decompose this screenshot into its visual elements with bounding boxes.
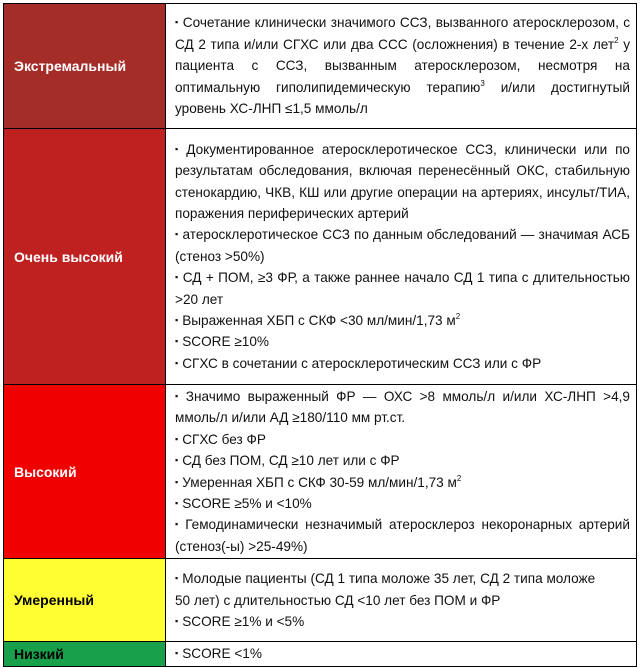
criterion-text: Умеренная ХБП с СКФ 30-59 мл/мин/1,73 м: [182, 474, 457, 490]
risk-row: [4, 642, 637, 666]
criterion-text: СД без ПОМ, СД ≥10 лет или с ФР: [182, 453, 400, 469]
bullet-icon: ▪: [175, 143, 183, 154]
superscript: 3: [480, 78, 485, 88]
criterion-text: SCORE ≥5% и <10%: [182, 496, 312, 512]
criterion-text: Значимо выраженный ФР — ОХС >8 ммоль/л и/или ХС-ЛНП >4,9 ммоль/л и/или АД ≥180/110 мм рт.ст.: [175, 389, 630, 426]
risk-level-label: Очень высокий: [4, 129, 166, 385]
criterion-item: [175, 139, 630, 225]
risk-row: [4, 4, 637, 129]
criterion-text: Сочетание клинически значимого ССЗ, вызванного атеросклерозом, с СД 2 типа и/или СГХС или два ССС (осложнения) в течение 2-х лет: [175, 15, 630, 52]
bullet-icon: ▪: [175, 336, 179, 347]
bullet-icon: ▪: [175, 498, 179, 509]
criterion-item: [175, 472, 630, 493]
criterion-item: [175, 386, 630, 429]
bullet-icon: ▪: [175, 648, 179, 659]
criterion-text: 50 лет) с длительностью СД <10 лет без ПОМ и ФР: [175, 592, 501, 608]
criterion-item: [175, 429, 630, 450]
criterion-item: [175, 643, 630, 664]
bullet-icon: ▪: [175, 519, 182, 530]
risk-level-label: Высокий: [4, 385, 166, 559]
bullet-icon: ▪: [175, 315, 179, 326]
criterion-item: [175, 450, 630, 471]
risk-criteria-cell: [166, 4, 637, 129]
bullet-icon: ▪: [175, 455, 179, 466]
criterion-item: [175, 493, 630, 514]
criterion-item: [175, 224, 630, 267]
criterion-item: [175, 310, 630, 331]
criterion-text: СГХС в сочетании с атеросклеротическим ССЗ или с ФР: [182, 355, 542, 371]
risk-criteria-cell: [166, 559, 637, 642]
bullet-icon: ▪: [175, 272, 179, 283]
risk-level-label: Экстремальный: [4, 4, 166, 129]
risk-category-table: [3, 3, 637, 667]
criterion-item: [175, 514, 630, 557]
criterion-text: Гемодинамически незначимый атеросклероз некоронарных артерий (стеноз(-ы) >25-49%): [175, 517, 630, 554]
criterion-item: [175, 267, 630, 310]
bullet-icon: ▪: [175, 573, 179, 584]
criterion-text: у пациента с ССЗ, вызванным атеросклерозом, несмотря на оптимальную гиполипидемическую терапию: [175, 36, 630, 95]
criterion-item: [175, 590, 630, 611]
superscript: 2: [456, 473, 462, 483]
risk-level-label: Низкий: [4, 642, 166, 666]
bullet-icon: ▪: [175, 391, 182, 401]
criterion-text: Выраженная ХБП с СКФ <30 мл/мин/1,73 м: [182, 313, 456, 329]
risk-row: [4, 385, 637, 559]
bullet-icon: ▪: [175, 476, 179, 487]
bullet-icon: ▪: [175, 433, 179, 444]
criterion-text: СД + ПОМ, ≥3 ФР, а также раннее начало СД 1 типа с длительностью >20 лет: [175, 270, 630, 307]
criterion-item: [175, 568, 630, 589]
bullet-icon: ▪: [175, 229, 179, 240]
risk-level-label: Умеренный: [4, 559, 166, 642]
risk-criteria-cell: [166, 642, 637, 666]
criterion-text: Молодые пациенты (СД 1 типа моложе 35 лет, СД 2 типа моложе: [182, 571, 596, 587]
criterion-text: атеросклеротическое ССЗ по данным обследований — значимая АСБ (стеноз >50%): [175, 227, 630, 264]
risk-criteria-cell: [166, 385, 637, 559]
bullet-icon: ▪: [175, 357, 179, 368]
criterion-text: СГХС без ФР: [182, 431, 266, 447]
bullet-icon: ▪: [175, 615, 179, 626]
superscript: 2: [614, 35, 619, 45]
criterion-text: и/или достигнутый уровень ХС-ЛНП ≤1,5 ммоль/л: [175, 79, 630, 117]
risk-criteria-cell: [166, 129, 637, 385]
criterion-item: [175, 611, 630, 632]
risk-row: [4, 129, 637, 385]
criterion-item: [175, 353, 630, 374]
criterion-text: SCORE ≥1% и <5%: [182, 613, 305, 629]
criterion-text: Документированное атеросклеротическое ССЗ, клинически или по результатам обследования, включая перенесённый ОКС, стабильную стенокардию, ЧКВ, КШ или другие операции на артериях, инсульт/ТИА, поражения периферических артерий: [175, 141, 630, 221]
bullet-icon: ▪: [175, 17, 179, 28]
risk-row: [4, 559, 637, 642]
criterion-text: SCORE ≥10%: [182, 334, 269, 350]
criterion-item: [175, 12, 630, 119]
criterion-text: SCORE <1%: [182, 646, 262, 662]
criterion-item: [175, 331, 630, 352]
superscript: 2: [455, 312, 461, 322]
